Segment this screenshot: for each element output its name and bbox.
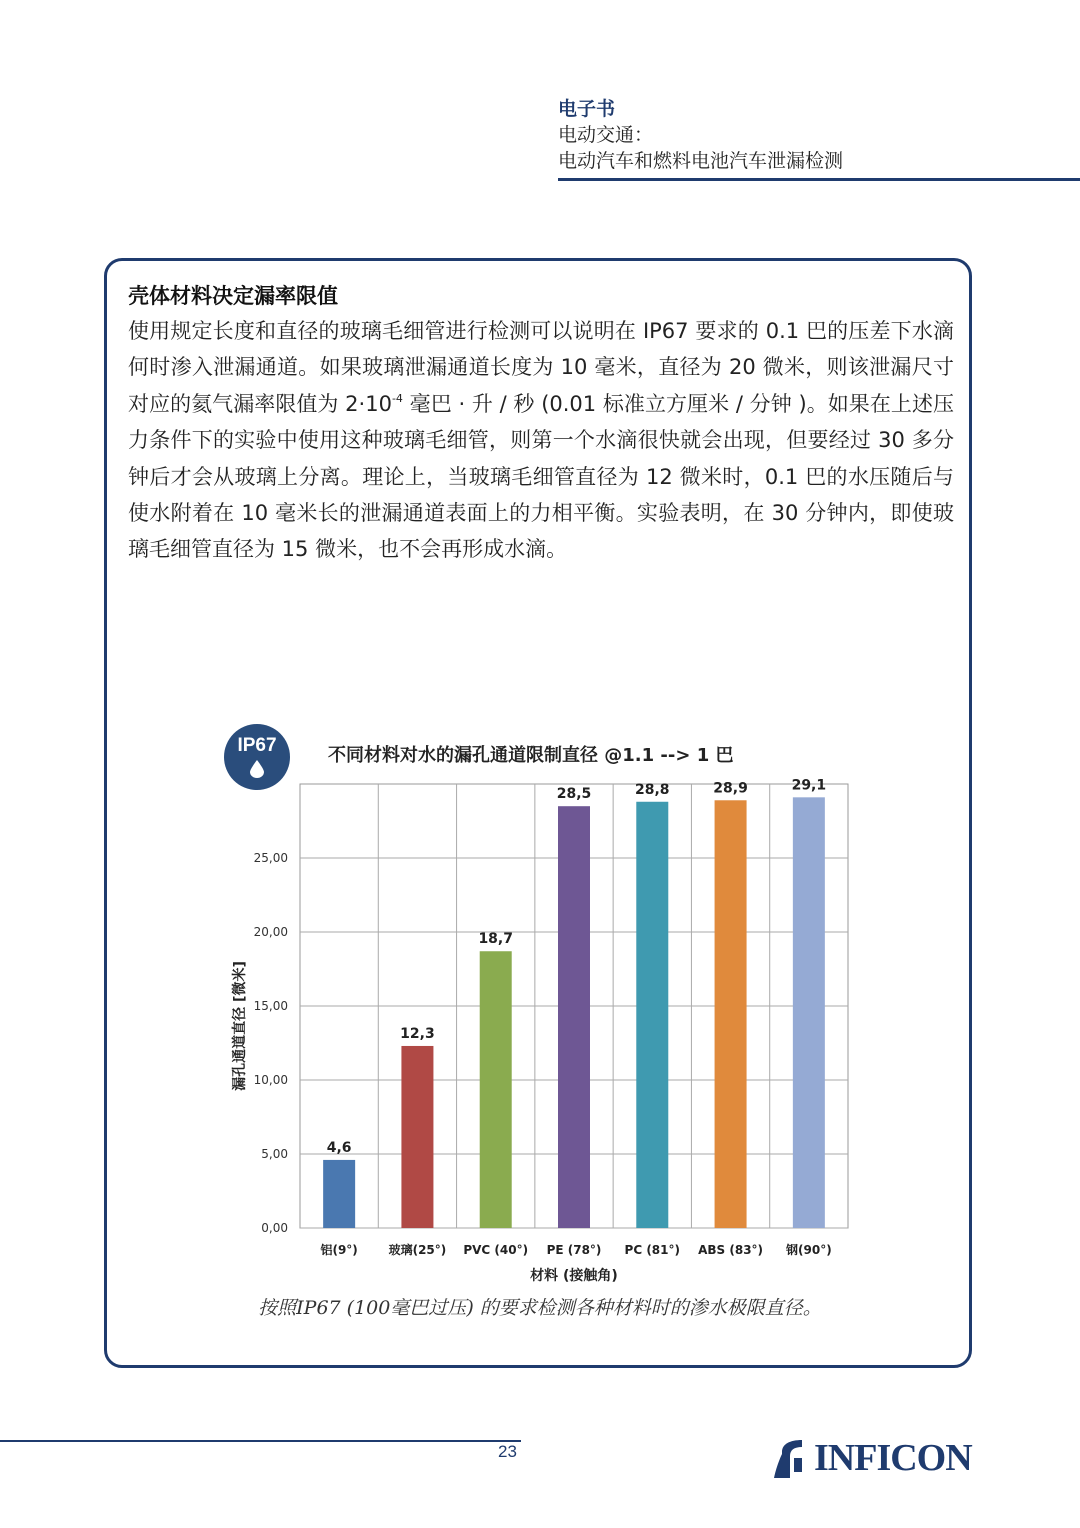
y-tick-label: 15,00 — [253, 999, 288, 1013]
y-tick-label: 25,00 — [253, 851, 288, 865]
bar-chart — [220, 770, 860, 1290]
bar — [558, 806, 590, 1228]
paragraph-exponent: -4 — [391, 391, 403, 405]
y-tick-label: 10,00 — [253, 1073, 288, 1087]
bar-value-label: 29,1 — [791, 777, 827, 794]
x-tick-label: 玻璃(25°) — [388, 1243, 447, 1257]
y-tick-label: 20,00 — [253, 925, 288, 939]
inficon-logo-icon — [772, 1438, 810, 1478]
x-tick-label: PC (81°) — [624, 1243, 681, 1257]
x-tick-label: PE (78°) — [546, 1243, 602, 1257]
bar-value-label: 4,6 — [326, 1139, 352, 1156]
bar — [793, 797, 825, 1228]
bar — [323, 1160, 355, 1228]
y-tick-label: 0,00 — [261, 1221, 288, 1235]
header — [558, 96, 843, 174]
x-tick-label: PVC (40°) — [463, 1243, 529, 1257]
x-tick-label: ABS (83°) — [698, 1243, 764, 1257]
badge-text: IP67 — [237, 735, 277, 756]
header-subtitle-1: 电动交通： — [558, 124, 654, 146]
bar-value-label: 28,8 — [635, 781, 670, 798]
bar — [636, 802, 668, 1228]
paragraph-text-1: 使用规定长度和直径的玻璃毛细管进行检测可以说明在 IP67 要求的 0.1 巴的压差下水滴何时渗入泄漏通道。如果玻璃泄漏通道长度为 10 毫米，直径为 20 微米，则该泄漏尺寸对应的氦气漏率限值为 2·10 — [128, 319, 954, 416]
header-title: 电子书 — [558, 98, 616, 120]
x-tick-label: 铝(9°) — [320, 1243, 358, 1257]
bar — [715, 800, 747, 1228]
y-tick-label: 5,00 — [261, 1147, 288, 1161]
bar-value-label: 28,9 — [713, 780, 748, 797]
x-axis-title: 材料 (接触角) — [530, 1268, 618, 1284]
bar — [401, 1046, 433, 1228]
logo-text: INFICON — [814, 1437, 972, 1479]
header-rule — [558, 178, 1080, 181]
bar — [480, 951, 512, 1228]
bar-value-label: 28,5 — [556, 786, 592, 803]
chart-title: 不同材料对水的漏孔通道限制直径 @1.1 --> 1 巴 — [328, 745, 734, 766]
box-title: 壳体材料决定漏率限值 — [128, 283, 338, 308]
box-paragraph — [128, 313, 954, 568]
page-number: 23 — [498, 1442, 517, 1461]
figure-caption: 按照IP67 (100毫巴过压) 的要求检测各种材料时的渗水极限直径。 — [258, 1297, 822, 1319]
x-tick-label: 钢(90°) — [786, 1243, 832, 1257]
y-axis-title: 漏孔通道直径 [微米] — [232, 961, 248, 1091]
paragraph-text-2: 毫巴 · 升 / 秒 (0.01 标准立方厘米 / 分钟 )。如果在上述压力条件下的实验中使用这种玻璃毛细管，则第一个水滴很快就会出现，但要经过 30 多分钟后才会从玻璃上分离。理论上，当玻璃毛细管直径为 12 微米时，0.1 巴的水压随后与使水附着在 10 毫米长的泄漏通道表面上的力相平衡。实验表明，在 30 分钟内，即使玻璃毛细管直径为 15 微米，也不会再形成水滴。 — [128, 391, 954, 562]
header-subtitle-2: 电动汽车和燃料电池汽车泄漏检测 — [558, 150, 844, 172]
bar-value-label: 12,3 — [400, 1025, 435, 1042]
footer-rule — [0, 1440, 521, 1442]
bar-value-label: 18,7 — [478, 931, 513, 948]
